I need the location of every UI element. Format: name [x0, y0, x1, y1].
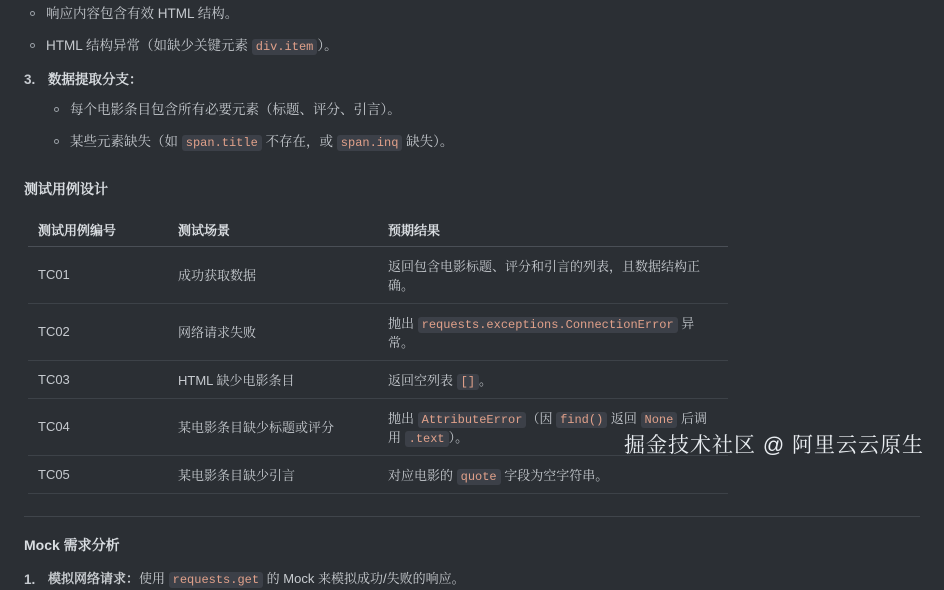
inline-code: []	[457, 374, 479, 390]
text-run: 抛出	[388, 315, 418, 331]
text-run: 使用	[139, 570, 169, 586]
inline-code: quote	[457, 469, 501, 485]
text-run: HTML 结构异常（如缺少关键元素	[46, 38, 252, 54]
text-run: 响应内容包含有效 HTML 结构。	[46, 6, 239, 21]
table-header	[28, 213, 728, 247]
branch-title: 数据提取分支：	[48, 71, 143, 87]
inline-code: span.inq	[337, 135, 403, 151]
cell-id: TC03	[28, 360, 168, 398]
text-run: 抛出	[388, 410, 418, 426]
text-run: （因	[526, 410, 557, 426]
text-run: 返回	[607, 410, 641, 426]
cell-scenario: 网络请求失败	[168, 303, 378, 360]
list-item	[24, 569, 920, 590]
text-run: 异常。	[388, 315, 695, 350]
cell-scenario: 某电影条目缺少引言	[168, 455, 378, 493]
cell-expected	[378, 246, 728, 303]
table-header-row	[28, 213, 728, 247]
cell-expected	[378, 455, 728, 493]
table-row	[28, 246, 728, 303]
cell-scenario: 某电影条目缺少标题或评分	[168, 398, 378, 455]
text-run: 对应电影的	[388, 467, 457, 483]
cell-id: TC02	[28, 303, 168, 360]
section-divider	[24, 516, 920, 517]
text-run: 字段为空字符串。	[500, 467, 609, 483]
inline-code: requests.get	[169, 572, 263, 588]
branch-section	[24, 69, 920, 153]
text-run: ）。	[317, 38, 338, 54]
text-run: 不存在，或	[261, 134, 337, 150]
list-item	[48, 132, 920, 152]
column-header-scenario: 测试场景	[168, 213, 378, 247]
test-case-heading: 测试用例设计	[24, 180, 108, 197]
table-row	[28, 303, 728, 360]
column-header-expected: 预期结果	[378, 213, 728, 247]
inline-code: find()	[556, 412, 607, 428]
text-run: 返回包含电影标题、评分和引言的列表，且数据结构正确。	[388, 258, 701, 293]
text-run: ）。	[448, 429, 469, 445]
table-row	[28, 360, 728, 398]
cell-scenario: HTML 缺少电影条目	[168, 360, 378, 398]
list-item	[24, 36, 920, 56]
table-row	[28, 398, 728, 455]
test-case-table	[28, 213, 728, 494]
mock-item-text	[48, 571, 465, 586]
list-item	[24, 4, 920, 24]
bold-text: 模拟网络请求：	[48, 570, 140, 586]
inline-code: None	[641, 412, 678, 428]
cell-id: TC05	[28, 455, 168, 493]
cell-expected	[378, 360, 728, 398]
cell-expected	[378, 303, 728, 360]
column-header-id: 测试用例编号	[28, 213, 168, 247]
inline-code: requests.exceptions.ConnectionError	[418, 317, 678, 333]
text-run: 某些元素缺失（如	[70, 134, 182, 150]
top-bullet-block	[24, 0, 920, 57]
list-item	[24, 69, 920, 153]
list-item	[48, 100, 920, 120]
mock-section	[24, 535, 920, 590]
text-run: 后调用	[388, 410, 707, 445]
cell-id: TC01	[28, 246, 168, 303]
mock-list	[24, 569, 920, 590]
inline-code: .text	[405, 431, 449, 447]
text-run: 每个电影条目包含所有必要元素（标题、评分、引言）。	[70, 102, 401, 118]
mock-item-number: 1.	[24, 571, 36, 587]
top-bullet-list	[24, 4, 920, 57]
text-run: 缺失）。	[402, 134, 454, 150]
branch-bullet-list	[48, 100, 920, 153]
watermark: 掘金技术社区 @ 阿里云云原生	[624, 434, 924, 457]
inline-code: div.item	[252, 39, 318, 55]
inline-code: span.title	[182, 135, 262, 151]
table-body	[28, 246, 728, 493]
inline-code: AttributeError	[418, 412, 527, 428]
mock-heading: Mock 需求分析	[24, 536, 120, 553]
cell-id: TC04	[28, 398, 168, 455]
text-run: 。	[479, 372, 493, 388]
text-run: 的 Mock 来模拟成功/失败的响应。	[263, 570, 465, 586]
cell-scenario: 成功获取数据	[168, 246, 378, 303]
text-run: 返回空列表	[388, 372, 457, 388]
branch-number: 3.	[24, 71, 36, 87]
table-row	[28, 455, 728, 493]
